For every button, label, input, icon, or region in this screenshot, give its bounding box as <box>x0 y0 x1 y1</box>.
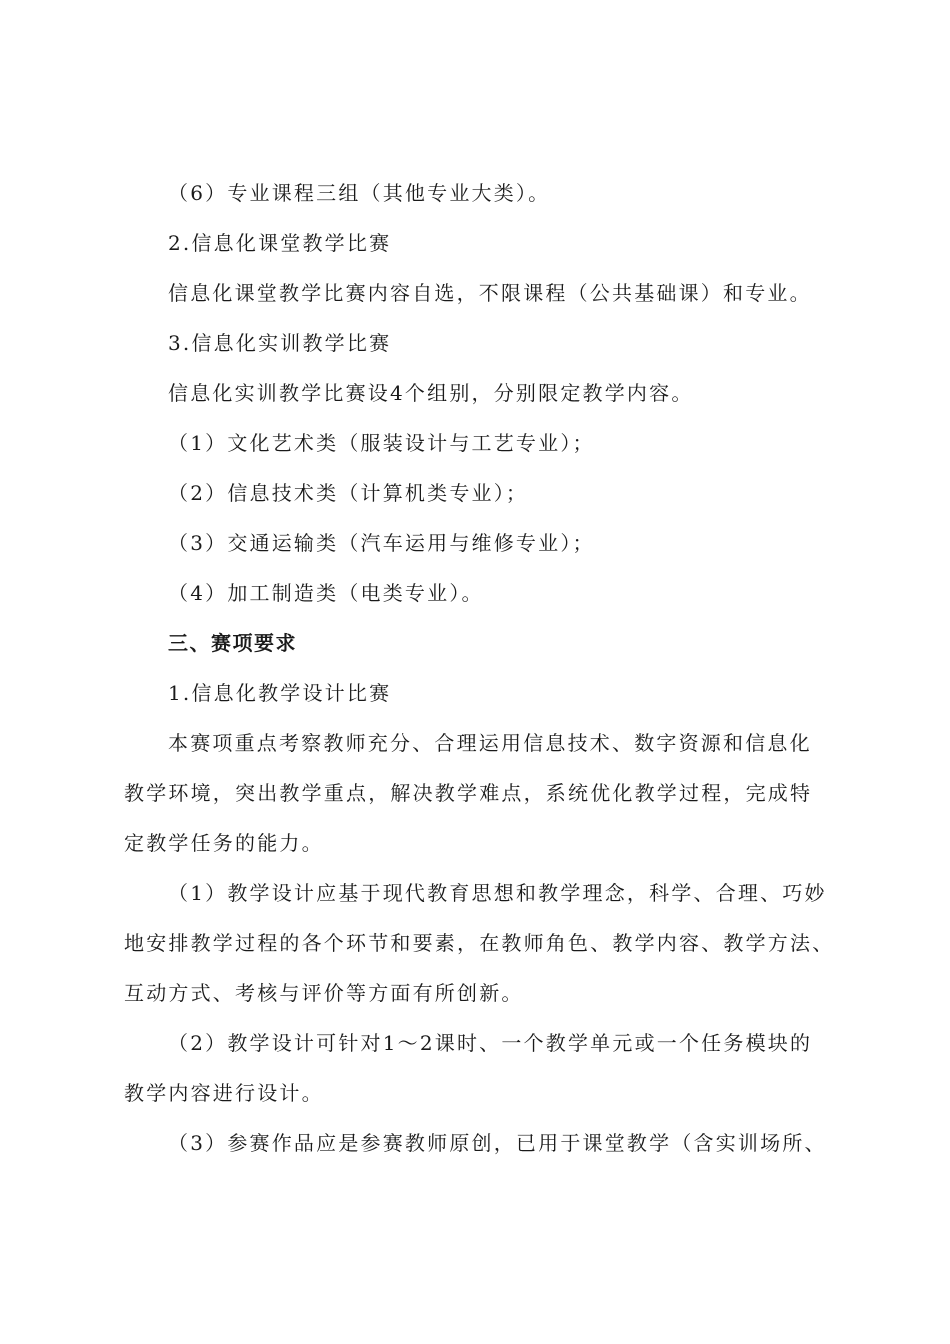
list-item-6: （6）专业课程三组（其他专业大类）。 <box>168 181 551 205</box>
list-item-1: （1）文化艺术类（服装设计与工艺专业）； <box>168 431 595 455</box>
paragraph-contest-focus-line-2: 教学环境，突出教学重点，解决教学难点，系统优化教学过程，完成特 <box>124 781 813 805</box>
section-heading-3: 3.信息化实训教学比赛 <box>168 331 392 355</box>
list-item-4: （4）加工制造类（电类专业）。 <box>168 581 484 605</box>
section-heading-1: 1.信息化教学设计比赛 <box>168 681 392 705</box>
requirement-3-line-1: （3）参赛作品应是参赛教师原创，已用于课堂教学（含实训场所、 <box>168 1131 827 1155</box>
requirement-1-line-2: 地安排教学过程的各个环节和要素，在教师角色、教学内容、教学方法、 <box>124 931 835 955</box>
list-item-3: （3）交通运输类（汽车运用与维修专业）； <box>168 531 595 555</box>
paragraph-training-contest: 信息化实训教学比赛设4个组别，分别限定教学内容。 <box>168 381 694 405</box>
paragraph-contest-focus-line-1: 本赛项重点考察教师充分、合理运用信息技术、数字资源和信息化 <box>168 731 812 755</box>
section-heading-2: 2.信息化课堂教学比赛 <box>168 231 392 255</box>
requirement-2-line-1: （2）教学设计可针对1～2课时、一个教学单元或一个任务模块的 <box>168 1031 813 1055</box>
chapter-heading: 三、赛项要求 <box>168 631 297 655</box>
paragraph-contest-focus-line-3: 定教学任务的能力。 <box>124 831 324 855</box>
paragraph-classroom-contest: 信息化课堂教学比赛内容自选，不限课程（公共基础课）和专业。 <box>168 281 812 305</box>
list-item-2: （2）信息技术类（计算机类专业）； <box>168 481 529 505</box>
requirement-1-line-1: （1）教学设计应基于现代教育思想和教学理念，科学、合理、巧妙 <box>168 881 827 905</box>
requirement-2-line-2: 教学内容进行设计。 <box>124 1081 324 1105</box>
requirement-1-line-3: 互动方式、考核与评价等方面有所创新。 <box>124 981 524 1005</box>
